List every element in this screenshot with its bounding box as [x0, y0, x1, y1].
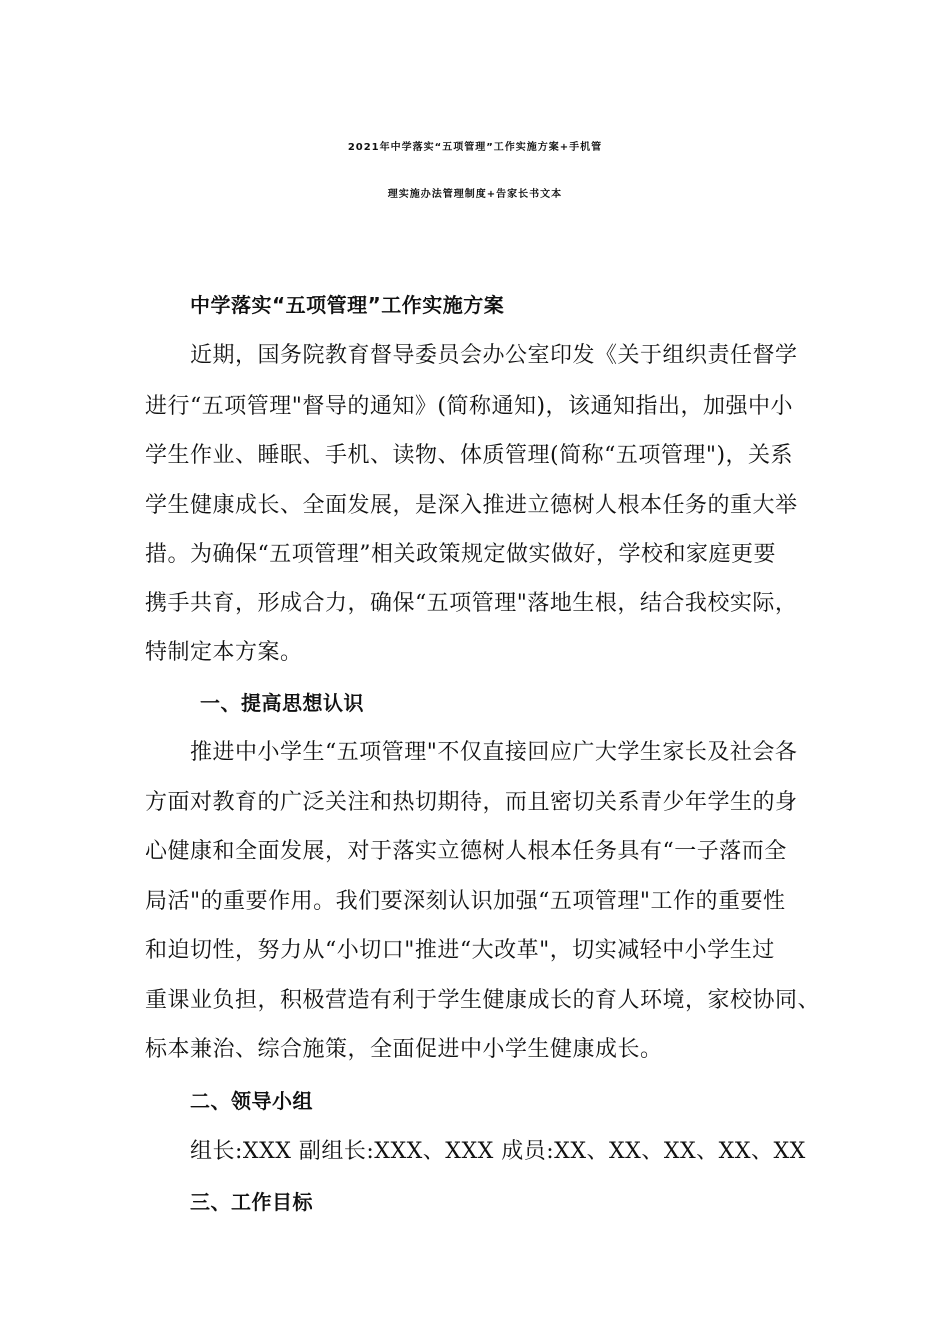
- heading-2: 二、领导小组: [190, 1089, 313, 1113]
- intro-line: 近期，国务院教育督导委员会办公室印发《关于组织责任督学: [190, 343, 798, 368]
- para1-line: 重课业负担，积极营造有利于学生健康成长的育人环境，家校协同、: [145, 988, 821, 1013]
- para1-line: 推进中小学生“五项管理"不仅直接回应广大学生家长及社会各: [190, 740, 798, 765]
- intro-line: 学生健康成长、全面发展，是深入推进立德树人根本任务的重大举: [145, 493, 798, 518]
- document-title-line-2: 理实施办法管理制度+告家长书文本: [387, 189, 563, 200]
- intro-line: 携手共育，形成合力，确保“五项管理"落地生根，结合我校实际，: [145, 591, 798, 616]
- intro-line: 学生作业、睡眠、手机、读物、体质管理(简称“五项管理")，关系: [145, 443, 794, 468]
- para1-line: 局活"的重要作用。我们要深刻认识加强“五项管理"工作的重要性: [145, 889, 786, 914]
- para1-line: 标本兼治、综合施策，全面促进中小学生健康成长。: [145, 1037, 663, 1062]
- para1-line: 心健康和全面发展，对于落实立德树人根本任务具有“一子落而全: [145, 839, 787, 864]
- heading-1: 一、提高思想认识: [200, 691, 364, 715]
- intro-line: 进行“五项管理"督导的通知》(简称通知)，该通知指出，加强中小: [145, 394, 794, 419]
- intro-line: 特制定本方案。: [145, 640, 303, 665]
- section-title: 中学落实“五项管理”工作实施方案: [190, 293, 505, 317]
- document-title-line-1: 2021年中学落实“五项管理”工作实施方案+手机管: [347, 142, 603, 153]
- leaders-line: 组长:XXX 副组长:XXX、XXX 成员:XX、XX、XX、XX、XX: [190, 1139, 806, 1164]
- heading-3: 三、工作目标: [190, 1190, 313, 1214]
- para1-line: 和迫切性，努力从“小切口"推进“大改革"，切实减轻中小学生过: [145, 938, 775, 963]
- intro-line: 措。为确保“五项管理”相关政策规定做实做好，学校和家庭更要: [145, 542, 776, 567]
- para1-line: 方面对教育的广泛关注和热切期待，而且密切关系青少年学生的身: [145, 790, 798, 815]
